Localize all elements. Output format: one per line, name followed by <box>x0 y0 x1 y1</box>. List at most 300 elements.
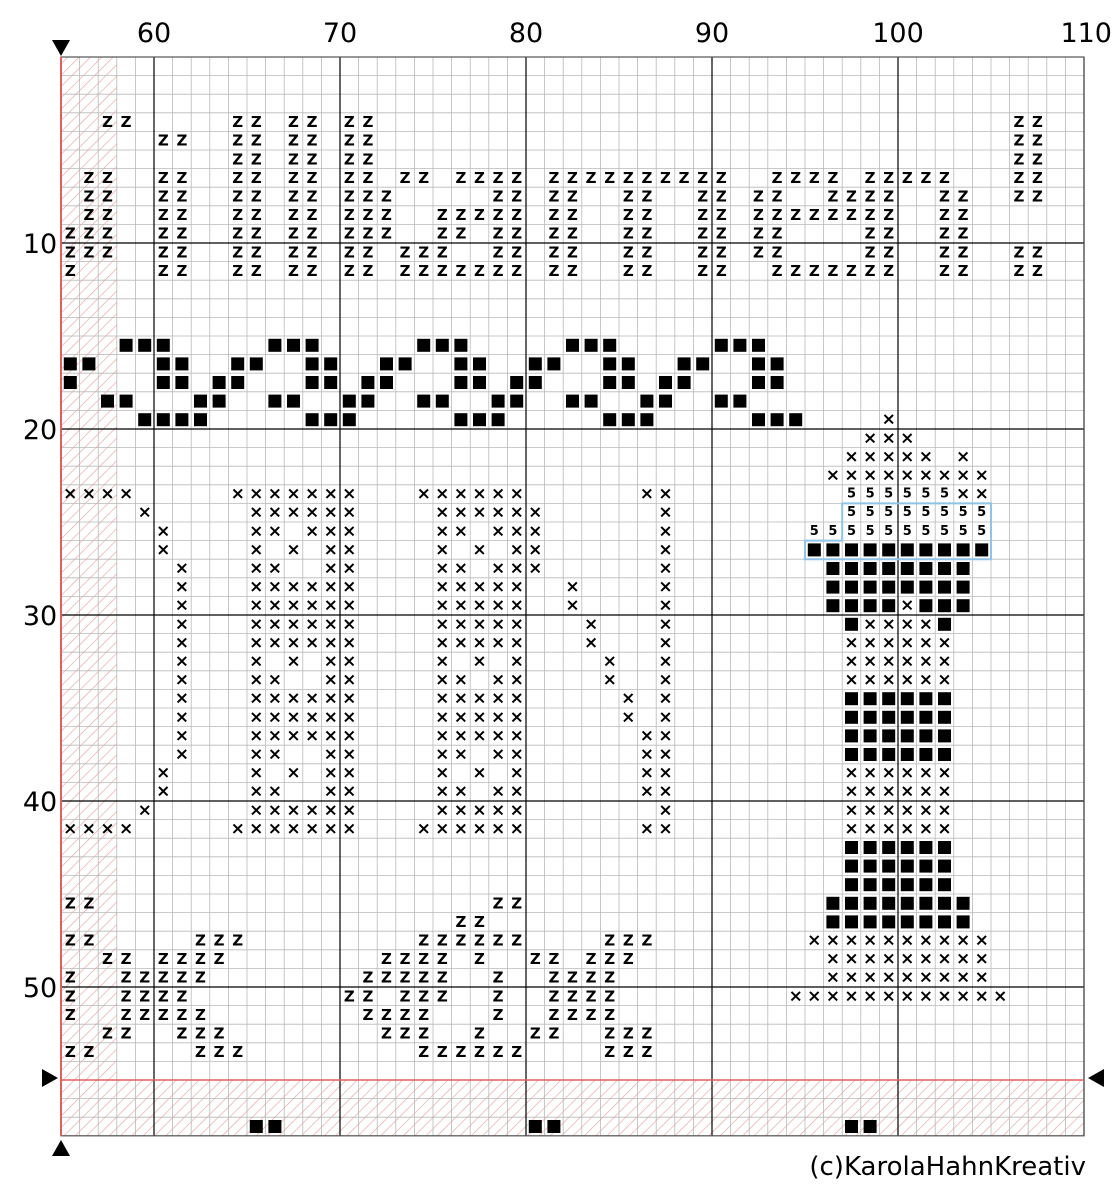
stitch-x-symbol: × <box>862 651 878 672</box>
stitch-x-symbol: × <box>490 521 506 542</box>
stitch-solid-square <box>919 915 932 928</box>
stitch-z-symbol: Z <box>808 261 820 280</box>
stitch-x-symbol: × <box>862 446 878 467</box>
stitch-solid-square <box>938 618 951 631</box>
stitch-z-symbol: Z <box>436 261 448 280</box>
stitch-x-symbol: × <box>881 428 896 449</box>
stitch-z-symbol: Z <box>604 968 616 987</box>
stitch-x-symbol: × <box>937 651 952 672</box>
stitch-z-symbol: Z <box>920 168 932 187</box>
stitch-solid-square <box>826 897 839 910</box>
stitch-z-symbol: Z <box>492 894 504 913</box>
stitch-z-symbol: Z <box>641 168 653 187</box>
stitch-x-symbol: × <box>490 502 506 523</box>
stitch-z-symbol: Z <box>641 931 653 950</box>
stitch-z-symbol: Z <box>399 243 411 262</box>
stitch-x-symbol: × <box>509 688 524 709</box>
stitch-z-symbol: Z <box>288 224 299 243</box>
stitch-z-symbol: Z <box>288 131 299 150</box>
stitch-x-symbol: × <box>435 707 450 728</box>
stitch-z-symbol: Z <box>641 1024 653 1043</box>
stitch-z-symbol: Z <box>567 987 578 1006</box>
stitch-x-symbol: × <box>955 484 971 505</box>
stitch-z-symbol: Z <box>83 168 95 187</box>
stitch-solid-square <box>901 915 914 928</box>
stitch-solid-square <box>138 339 151 352</box>
stitch-z-symbol: Z <box>157 261 169 280</box>
stitch-z-symbol: Z <box>83 894 95 913</box>
stitch-z-symbol: Z <box>64 1005 76 1024</box>
stitch-x-symbol: × <box>230 484 245 505</box>
stitch-z-symbol: Z <box>232 224 244 243</box>
stitch-solid-square <box>659 376 672 389</box>
stitch-x-symbol: × <box>174 614 190 635</box>
stitch-x-symbol: × <box>472 725 487 746</box>
stitch-x-symbol: × <box>323 744 338 765</box>
stitch-5-symbol: 5 <box>846 523 857 539</box>
stitch-x-symbol: × <box>900 967 915 988</box>
stitch-z-symbol: Z <box>511 206 523 225</box>
stitch-x-symbol: × <box>323 688 338 709</box>
stitch-z-symbol: Z <box>250 206 262 225</box>
stitch-x-symbol: × <box>825 986 841 1007</box>
stitch-z-symbol: Z <box>288 168 299 187</box>
stitch-x-symbol: × <box>342 595 357 616</box>
stitch-solid-square <box>901 897 914 910</box>
stitch-x-symbol: × <box>881 651 896 672</box>
stitch-z-symbol: Z <box>715 168 727 187</box>
stitch-solid-square <box>826 562 839 575</box>
stitch-solid-square <box>938 599 951 612</box>
stitch-x-symbol: × <box>472 577 487 598</box>
stitch-x-symbol: × <box>490 800 506 821</box>
stitch-z-symbol: Z <box>288 243 299 262</box>
stitch-x-symbol: × <box>862 781 878 802</box>
stitch-z-symbol: Z <box>790 168 802 187</box>
stitch-z-symbol: Z <box>64 931 76 950</box>
stitch-z-symbol: Z <box>585 950 597 969</box>
stitch-z-symbol: Z <box>436 950 448 969</box>
stitch-z-symbol: Z <box>436 243 448 262</box>
stitch-solid-square <box>399 357 412 370</box>
stitch-solid-square <box>919 599 932 612</box>
stitch-solid-square <box>919 729 932 742</box>
stitch-z-symbol: Z <box>418 168 430 187</box>
stitch-z-symbol: Z <box>362 1005 374 1024</box>
stitch-z-symbol: Z <box>176 206 188 225</box>
stitch-x-symbol: × <box>472 595 487 616</box>
stitch-solid-square <box>882 599 895 612</box>
stitch-x-symbol: × <box>286 688 301 709</box>
stitch-z-symbol: Z <box>436 987 448 1006</box>
stitch-z-symbol: Z <box>157 1005 169 1024</box>
stitch-z-symbol: Z <box>846 261 857 280</box>
stitch-solid-square <box>864 748 877 761</box>
stitch-x-symbol: × <box>900 818 915 839</box>
stitch-x-symbol: × <box>472 484 487 505</box>
stitch-solid-square <box>771 357 784 370</box>
stitch-z-symbol: Z <box>288 187 299 206</box>
stitch-x-symbol: × <box>639 725 655 746</box>
stitch-z-symbol: Z <box>1032 113 1043 132</box>
stitch-solid-square <box>919 841 932 854</box>
stitch-x-symbol: × <box>807 930 822 951</box>
stitch-x-symbol: × <box>509 521 524 542</box>
stitch-solid-square <box>957 581 970 594</box>
stitch-solid-square <box>845 878 858 891</box>
stitch-x-symbol: × <box>342 539 357 560</box>
stitch-5-symbol: 5 <box>865 523 875 539</box>
stitch-z-symbol: Z <box>1013 168 1025 187</box>
stitch-z-symbol: Z <box>585 987 597 1006</box>
stitch-solid-square <box>547 357 560 370</box>
stitch-z-symbol: Z <box>64 224 76 243</box>
stitch-solid-square <box>845 729 858 742</box>
stitch-z-symbol: Z <box>511 261 523 280</box>
stitch-x-symbol: × <box>844 763 859 784</box>
stitch-x-symbol: × <box>342 632 357 653</box>
stitch-x-symbol: × <box>323 577 338 598</box>
stitch-x-symbol: × <box>156 763 171 784</box>
stitch-z-symbol: Z <box>381 187 392 206</box>
stitch-solid-square <box>306 413 319 426</box>
stitch-solid-square <box>919 748 932 761</box>
stitch-z-symbol: Z <box>157 168 169 187</box>
stitch-x-symbol: × <box>955 986 971 1007</box>
stitch-solid-square <box>864 860 877 873</box>
stitch-solid-square <box>585 395 598 408</box>
stitch-z-symbol: Z <box>455 206 467 225</box>
stitch-z-symbol: Z <box>120 950 132 969</box>
stitch-x-symbol: × <box>658 614 673 635</box>
stitch-z-symbol: Z <box>102 206 113 225</box>
stitch-solid-square <box>231 376 244 389</box>
stitch-x-symbol: × <box>658 558 673 579</box>
stitch-5-symbol: 5 <box>884 505 894 521</box>
stitch-x-symbol: × <box>918 949 934 970</box>
stitch-x-symbol: × <box>286 707 301 728</box>
stitch-z-symbol: Z <box>585 968 597 987</box>
stitch-x-symbol: × <box>342 521 357 542</box>
stitch-z-symbol: Z <box>567 1005 578 1024</box>
stitch-z-symbol: Z <box>1032 150 1043 169</box>
stitch-solid-square <box>361 395 374 408</box>
stitch-z-symbol: Z <box>548 243 560 262</box>
stitch-z-symbol: Z <box>418 1043 430 1062</box>
stitch-z-symbol: Z <box>864 224 876 243</box>
stitch-z-symbol: Z <box>83 187 95 206</box>
stitch-z-symbol: Z <box>343 168 355 187</box>
stitch-solid-square <box>157 413 170 426</box>
stitch-solid-square <box>436 395 449 408</box>
stitch-solid-square <box>938 729 951 742</box>
stitch-z-symbol: Z <box>306 150 318 169</box>
stitch-5-symbol: 5 <box>884 523 894 539</box>
stitch-x-symbol: × <box>304 688 320 709</box>
stitch-x-symbol: × <box>825 930 841 951</box>
x-tick-label: 110 <box>1060 18 1112 49</box>
stitch-z-symbol: Z <box>343 187 355 206</box>
stitch-z-symbol: Z <box>548 1005 560 1024</box>
stitch-x-symbol: × <box>453 502 469 523</box>
stitch-z-symbol: Z <box>715 261 727 280</box>
stitch-solid-square <box>864 729 877 742</box>
stitch-z-symbol: Z <box>827 261 839 280</box>
stitch-z-symbol: Z <box>176 261 188 280</box>
stitch-z-symbol: Z <box>362 187 374 206</box>
stitch-x-symbol: × <box>937 763 952 784</box>
stitch-x-symbol: × <box>900 949 915 970</box>
stitch-solid-square <box>231 357 244 370</box>
stitch-x-symbol: × <box>156 781 171 802</box>
stitch-x-symbol: × <box>955 967 971 988</box>
stitch-x-symbol: × <box>435 744 450 765</box>
stitch-x-symbol: × <box>81 818 97 839</box>
stitch-solid-square <box>529 376 542 389</box>
stitch-x-symbol: × <box>249 651 264 672</box>
stitch-x-symbol: × <box>583 632 599 653</box>
stitch-x-symbol: × <box>974 465 989 486</box>
stitch-solid-square <box>268 1120 281 1133</box>
stitch-x-symbol: × <box>267 744 283 765</box>
stitch-z-symbol: Z <box>176 1005 188 1024</box>
stitch-z-symbol: Z <box>120 113 132 132</box>
y-axis-labels <box>23 229 57 1004</box>
stitch-x-symbol: × <box>900 614 915 635</box>
stitch-z-symbol: Z <box>771 168 783 187</box>
stitch-solid-square <box>882 860 895 873</box>
stitch-x-symbol: × <box>342 707 357 728</box>
stitch-x-symbol: × <box>453 781 469 802</box>
stitch-x-symbol: × <box>342 763 357 784</box>
stitch-x-symbol: × <box>602 651 617 672</box>
stitch-x-symbol: × <box>323 539 338 560</box>
stitch-z-symbol: Z <box>250 224 262 243</box>
stitch-z-symbol: Z <box>771 224 783 243</box>
stitch-x-symbol: × <box>342 725 357 746</box>
stitch-solid-square <box>864 581 877 594</box>
stitch-x-symbol: × <box>900 632 915 653</box>
stitch-x-symbol: × <box>509 781 524 802</box>
stitch-z-symbol: Z <box>548 968 560 987</box>
stitch-z-symbol: Z <box>399 950 411 969</box>
stitch-x-symbol: × <box>174 744 190 765</box>
stitch-z-symbol: Z <box>511 187 523 206</box>
stitch-z-symbol: Z <box>381 224 392 243</box>
stitch-solid-square <box>864 692 877 705</box>
stitch-z-symbol: Z <box>567 261 578 280</box>
stitch-z-symbol: Z <box>771 206 783 225</box>
stitch-x-symbol: × <box>323 502 338 523</box>
stitch-x-symbol: × <box>435 558 450 579</box>
stitch-z-symbol: Z <box>343 206 355 225</box>
stitch-x-symbol: × <box>453 484 469 505</box>
stitch-solid-square <box>901 711 914 724</box>
stitch-x-symbol: × <box>881 465 896 486</box>
stitch-z-symbol: Z <box>418 261 430 280</box>
stitch-z-symbol: Z <box>232 1043 244 1062</box>
stitch-z-symbol: Z <box>64 987 76 1006</box>
stitch-z-symbol: Z <box>883 168 895 187</box>
stitch-z-symbol: Z <box>64 894 76 913</box>
stitch-x-symbol: × <box>658 577 673 598</box>
stitch-x-symbol: × <box>658 484 673 505</box>
stitch-z-symbol: Z <box>827 168 839 187</box>
stitch-z-symbol: Z <box>83 243 95 262</box>
stitch-x-symbol: × <box>249 502 264 523</box>
stitch-x-symbol: × <box>900 651 915 672</box>
stitch-x-symbol: × <box>937 632 952 653</box>
stitch-x-symbol: × <box>286 632 301 653</box>
stitch-solid-square <box>733 395 746 408</box>
stitch-x-symbol: × <box>658 632 673 653</box>
stitch-x-symbol: × <box>249 614 264 635</box>
stitch-x-symbol: × <box>286 595 301 616</box>
x-tick-label: 90 <box>694 18 730 49</box>
stitch-x-symbol: × <box>323 651 338 672</box>
stitch-z-symbol: Z <box>102 1024 113 1043</box>
stitch-x-symbol: × <box>900 428 915 449</box>
stitch-solid-square <box>882 562 895 575</box>
stitch-x-symbol: × <box>267 781 283 802</box>
stitch-z-symbol: Z <box>157 987 169 1006</box>
stitch-z-symbol: Z <box>511 168 523 187</box>
stitch-z-symbol: Z <box>306 243 318 262</box>
stitch-solid-square <box>64 376 77 389</box>
stitch-x-symbol: × <box>918 781 934 802</box>
stitch-z-symbol: Z <box>343 987 355 1006</box>
stitch-z-symbol: Z <box>567 968 578 987</box>
y-tick-label: 40 <box>22 787 58 818</box>
stitch-z-symbol: Z <box>362 113 374 132</box>
stitch-z-symbol: Z <box>846 187 857 206</box>
stitch-solid-square <box>882 841 895 854</box>
stitch-5-symbol: 5 <box>846 486 857 502</box>
stitch-x-symbol: × <box>174 688 190 709</box>
stitch-x-symbol: × <box>639 744 655 765</box>
stitch-solid-square <box>975 543 988 556</box>
stitch-z-symbol: Z <box>343 224 355 243</box>
stitch-x-symbol: × <box>955 949 971 970</box>
stitch-x-symbol: × <box>918 930 934 951</box>
stitch-x-symbol: × <box>174 577 190 598</box>
stitch-z-symbol: Z <box>753 243 764 262</box>
stitch-z-symbol: Z <box>492 243 504 262</box>
stitch-z-symbol: Z <box>1013 131 1025 150</box>
stitch-z-symbol: Z <box>474 912 485 931</box>
stitch-x-symbol: × <box>918 670 934 691</box>
stitch-solid-square <box>603 376 616 389</box>
stitch-solid-square <box>901 878 914 891</box>
stitch-z-symbol: Z <box>474 950 485 969</box>
stitch-z-symbol: Z <box>753 187 764 206</box>
stitch-z-symbol: Z <box>1032 261 1043 280</box>
stitch-x-symbol: × <box>788 986 803 1007</box>
stitch-x-symbol: × <box>658 725 673 746</box>
stitch-z-symbol: Z <box>102 168 113 187</box>
stitch-z-symbol: Z <box>567 168 578 187</box>
y-tick-label: 30 <box>22 601 58 632</box>
stitch-z-symbol: Z <box>436 224 448 243</box>
stitch-z-symbol: Z <box>883 224 895 243</box>
stitch-z-symbol: Z <box>957 224 969 243</box>
stitch-solid-square <box>194 413 207 426</box>
stitch-solid-square <box>640 395 653 408</box>
stitch-x-symbol: × <box>249 707 264 728</box>
stitch-x-symbol: × <box>323 670 338 691</box>
stitch-x-symbol: × <box>435 670 450 691</box>
stitch-x-symbol: × <box>342 502 357 523</box>
stitch-z-symbol: Z <box>64 261 76 280</box>
stitch-solid-square <box>529 1120 542 1133</box>
stitch-z-symbol: Z <box>139 968 151 987</box>
stitch-z-symbol: Z <box>548 187 560 206</box>
stitch-z-symbol: Z <box>604 1043 616 1062</box>
stitch-solid-square <box>287 339 300 352</box>
stitch-solid-square <box>715 395 728 408</box>
stitch-5-symbol: 5 <box>939 505 950 521</box>
stitch-solid-square <box>752 357 765 370</box>
stitch-z-symbol: Z <box>176 968 188 987</box>
stitch-x-symbol: × <box>435 800 450 821</box>
stitch-z-symbol: Z <box>399 1005 411 1024</box>
stitch-x-symbol: × <box>862 465 878 486</box>
stitch-z-symbol: Z <box>697 243 709 262</box>
stitch-z-symbol: Z <box>176 1024 188 1043</box>
stitch-x-symbol: × <box>323 614 338 635</box>
stitch-z-symbol: Z <box>362 261 374 280</box>
stitch-x-symbol: × <box>844 967 859 988</box>
stitch-x-symbol: × <box>304 614 320 635</box>
stitch-x-symbol: × <box>472 800 487 821</box>
stitch-solid-square <box>938 692 951 705</box>
stitch-solid-square <box>882 915 895 928</box>
stitch-solid-square <box>901 562 914 575</box>
stitch-x-symbol: × <box>304 502 320 523</box>
stitch-solid-square <box>678 357 691 370</box>
stitch-z-symbol: Z <box>622 243 634 262</box>
stitch-x-symbol: × <box>453 707 469 728</box>
stitch-solid-square <box>603 339 616 352</box>
stitch-z-symbol: Z <box>1032 131 1043 150</box>
stitch-x-symbol: × <box>565 595 580 616</box>
stitch-z-symbol: Z <box>120 987 132 1006</box>
stitch-x-symbol: × <box>286 818 301 839</box>
stitch-solid-square <box>845 599 858 612</box>
stitch-x-symbol: × <box>304 595 320 616</box>
stitch-x-symbol: × <box>937 930 952 951</box>
stitch-solid-square <box>957 543 970 556</box>
stitch-x-symbol: × <box>100 484 115 505</box>
stitch-x-symbol: × <box>156 539 171 560</box>
stitch-solid-square <box>343 395 356 408</box>
stitch-z-symbol: Z <box>827 206 839 225</box>
stitch-x-symbol: × <box>490 632 506 653</box>
y-tick-label: 20 <box>22 415 58 446</box>
stitch-x-symbol: × <box>249 484 264 505</box>
stitch-solid-square <box>622 357 635 370</box>
stitch-solid-square <box>454 357 467 370</box>
stitch-x-symbol: × <box>286 539 301 560</box>
stitch-z-symbol: Z <box>511 931 523 950</box>
stitch-5-symbol: 5 <box>921 505 931 521</box>
stitch-z-symbol: Z <box>939 206 950 225</box>
stitch-z-symbol: Z <box>864 187 876 206</box>
stitch-5-symbol: 5 <box>977 523 987 539</box>
stitch-z-symbol: Z <box>176 131 188 150</box>
stitch-z-symbol: Z <box>939 261 950 280</box>
stitch-x-symbol: × <box>844 465 859 486</box>
